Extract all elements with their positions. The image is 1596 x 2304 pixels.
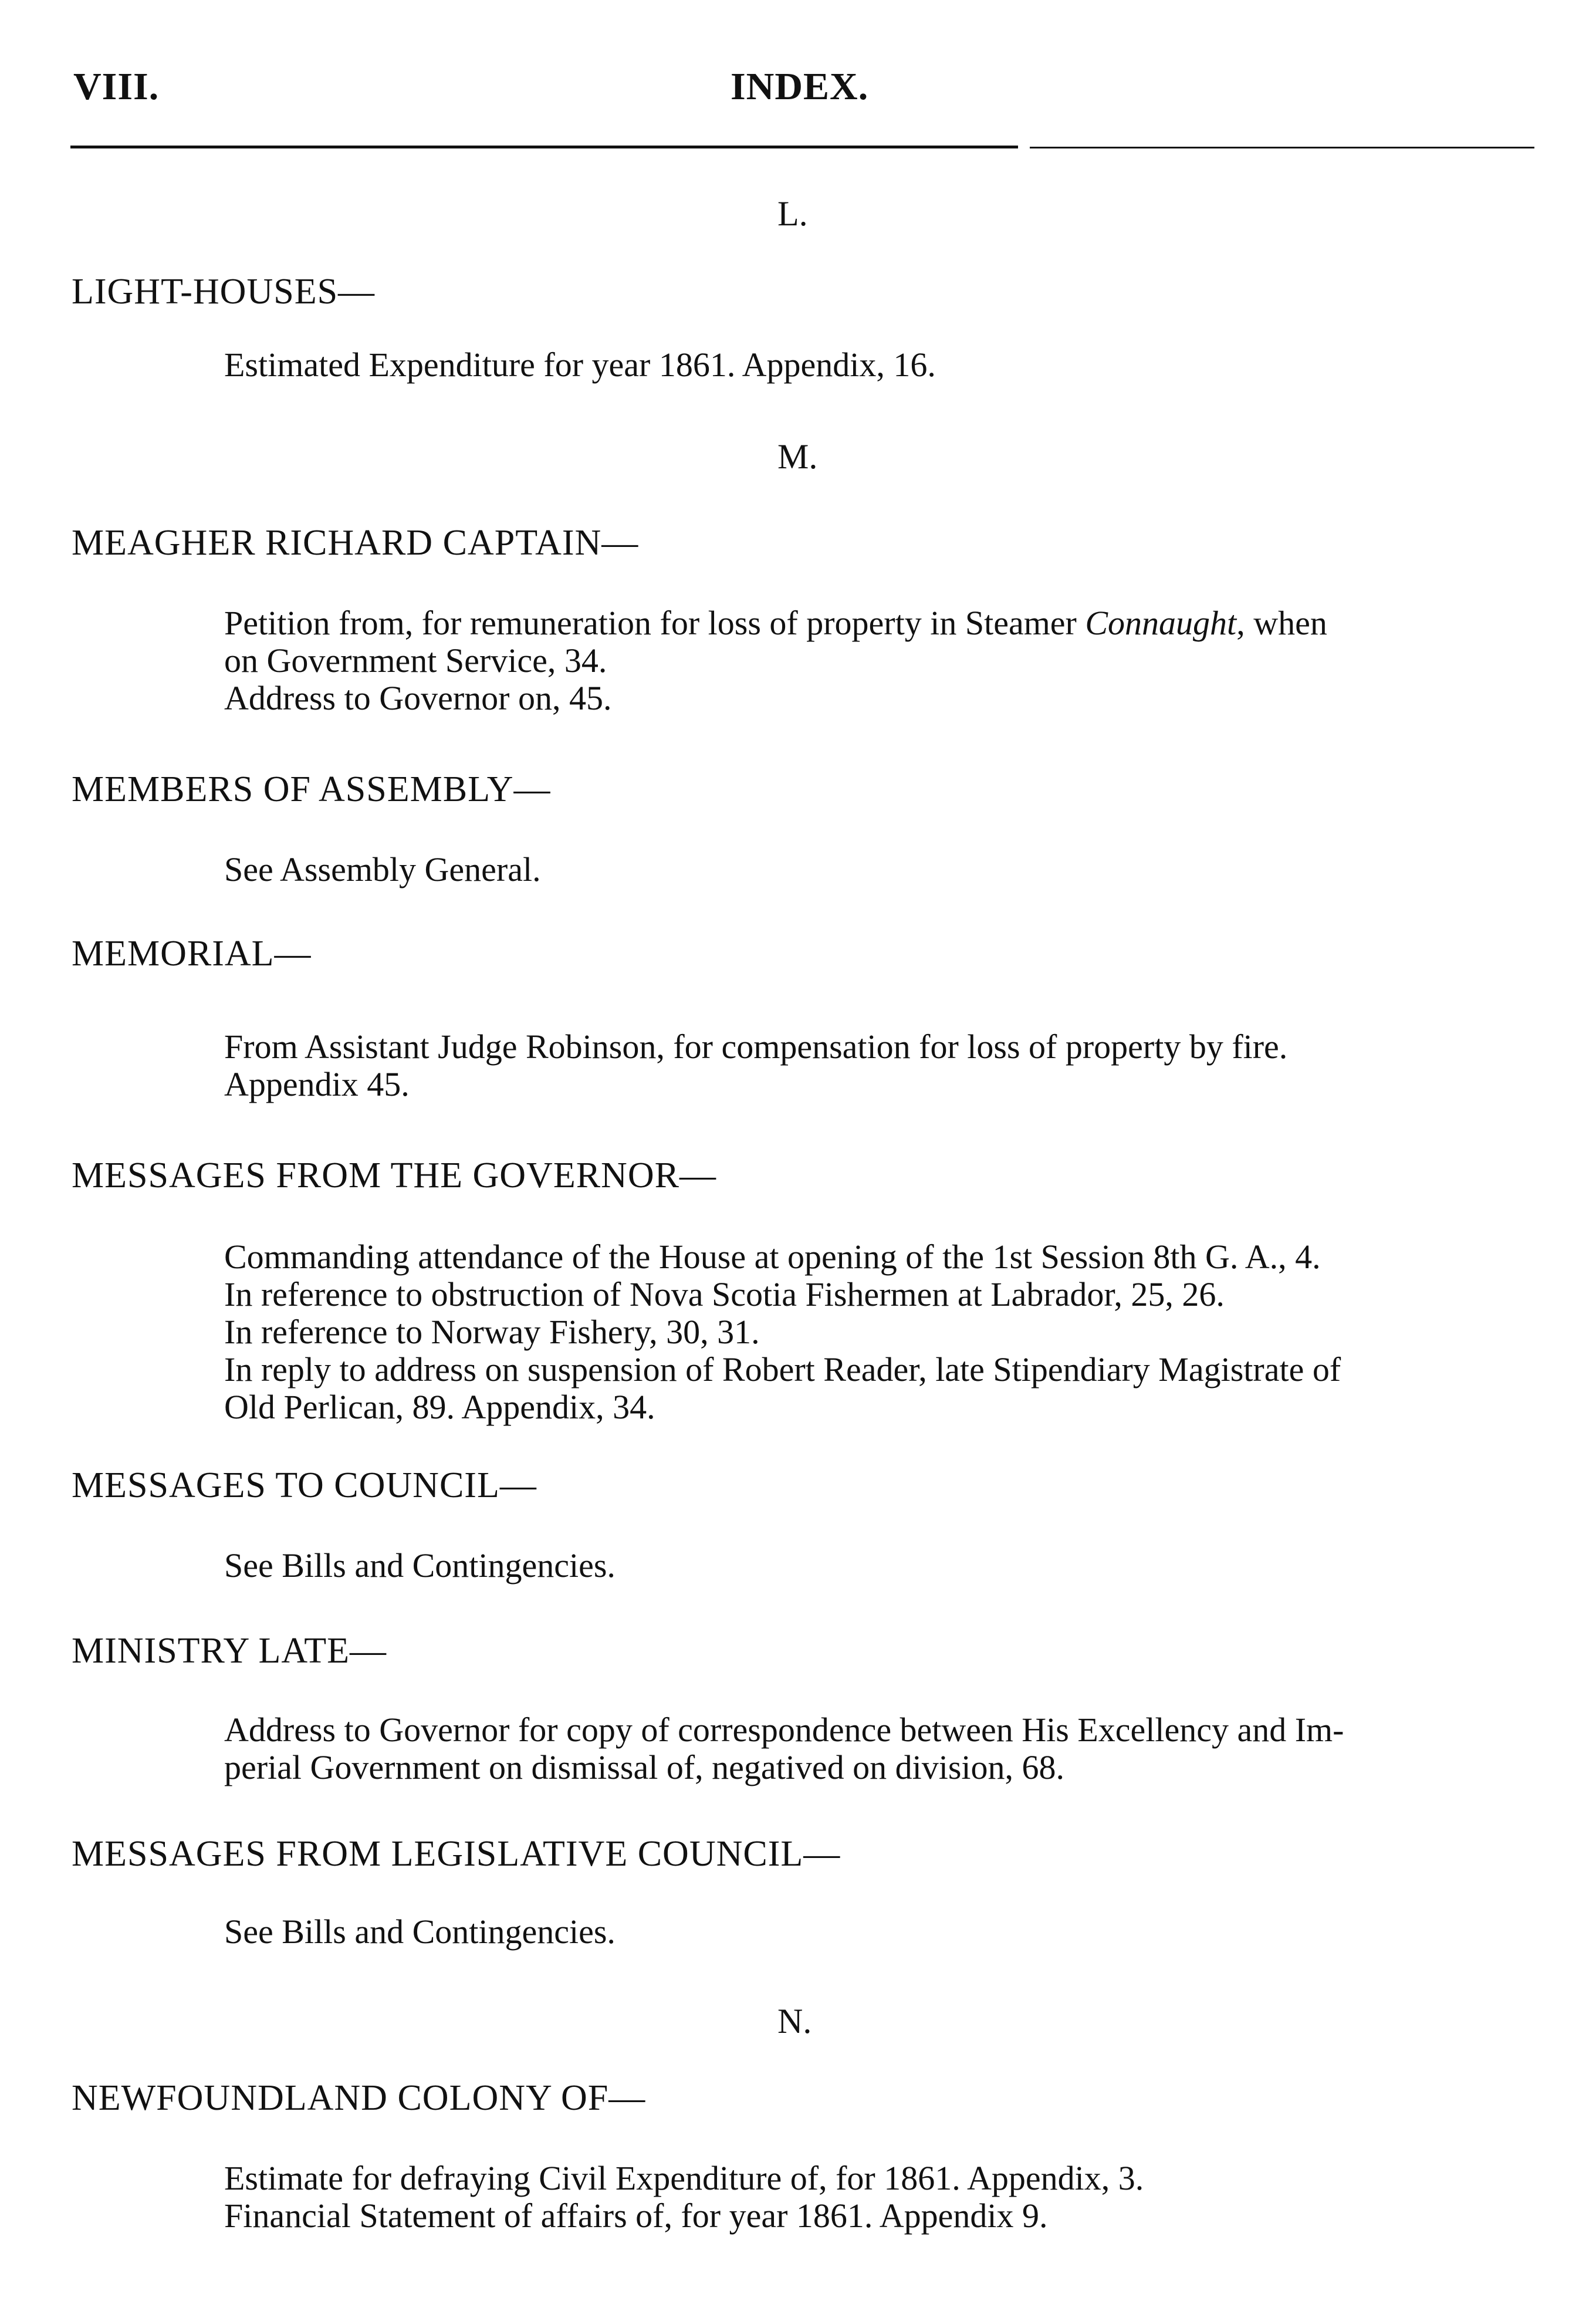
section-entries [224, 1711, 1538, 1786]
section-heading: MESSAGES FROM LEGISLATIVE COUNCIL— [72, 1834, 841, 1874]
index-entry: Estimated Expenditure for year 1861. Appendix, 16. [224, 346, 936, 384]
index-entry: Address to Governor for copy of correspondence between His Excellency and Im- perial Government on dismissal of, negatived on division, 68. [224, 1711, 1344, 1786]
section-heading: MEAGHER RICHARD CAPTAIN— [72, 523, 639, 563]
header-rule [70, 146, 1018, 148]
section-entries [224, 1238, 1538, 1426]
index-entry: See Bills and Contingencies. [224, 1546, 616, 1585]
index-entry: In reference to Norway Fishery, 30, 31. [224, 1313, 760, 1351]
section-entries [224, 1028, 1538, 1103]
section-entries [224, 1913, 1538, 1951]
section-heading: MINISTRY LATE— [72, 1631, 387, 1671]
letter-heading-n: N. [777, 2002, 812, 2041]
section-heading: LIGHT-HOUSES— [72, 272, 376, 312]
index-entry: Address to Governor on, 45. [224, 679, 612, 717]
index-entry: Estimate for defraying Civil Expenditure of, for 1861. Appendix, 3. [224, 2159, 1144, 2197]
index-entry: See Assembly General. [224, 850, 541, 889]
section-entries [224, 1547, 1538, 1585]
index-entry: Financial Statement of affairs of, for year 1861. Appendix 9. [224, 2197, 1048, 2235]
index-entry: From Assistant Judge Robinson, for compensation for loss of property by fire. Appendix 45. [224, 1028, 1288, 1103]
section-heading: NEWFOUNDLAND COLONY OF— [72, 2078, 646, 2118]
section-heading: MEMORIAL— [72, 934, 312, 974]
section-heading: MESSAGES TO COUNCIL— [72, 1465, 537, 1505]
index-entry: See Bills and Contingencies. [224, 1913, 616, 1951]
section-entries [224, 2160, 1538, 2235]
section-entries [224, 851, 1538, 889]
section-heading: MESSAGES FROM THE GOVERNOR— [72, 1156, 716, 1195]
index-entry: Petition from, for remuneration for loss of property in Steamer Connaught, when on Government Service, 34. [224, 604, 1327, 680]
letter-heading-m: M. [777, 437, 818, 476]
letter-heading-l: L. [777, 194, 808, 233]
page-title: INDEX. [731, 65, 869, 108]
index-entry: In reference to obstruction of Nova Scotia Fishermen at Labrador, 25, 26. [224, 1275, 1225, 1313]
index-entry: In reply to address on suspension of Robert Reader, late Stipendiary Magistrate of Old Perlican, 89. Appendix, 34. [224, 1350, 1341, 1426]
section-entries [224, 604, 1538, 717]
section-heading: MEMBERS OF ASSEMBLY— [72, 769, 551, 809]
page-number: VIII. [73, 65, 160, 108]
index-entry: Commanding attendance of the House at opening of the 1st Session 8th G. A., 4. [224, 1238, 1321, 1276]
header-rule-right [1030, 147, 1534, 148]
section-entries [224, 346, 1538, 384]
